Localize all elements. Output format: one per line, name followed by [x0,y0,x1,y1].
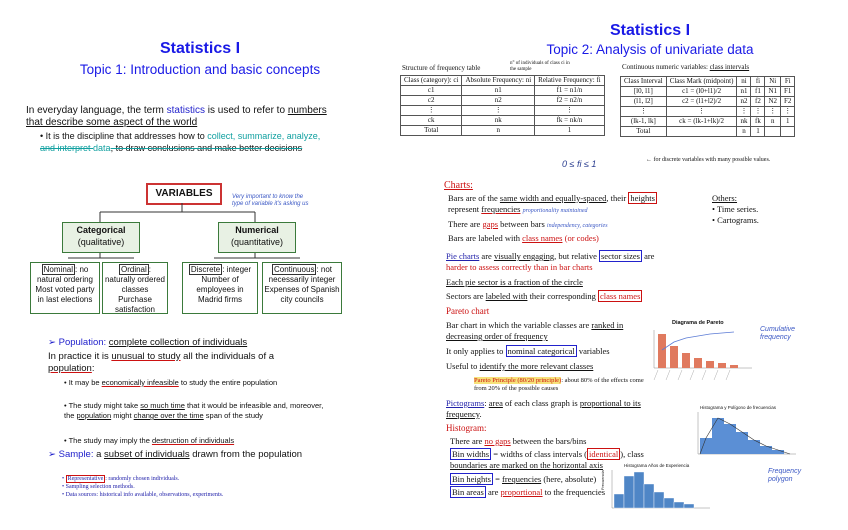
hist-bar [684,504,694,508]
table-cell: ⋮ [781,107,795,117]
pie-fraction: Each pie sector is a fraction of the circle [446,277,583,287]
table-cell: c2 = (l1+l2)/2 [666,97,737,107]
cont-header: Fi [781,77,795,87]
bullet-economic: • It may be economically infeasible to study the entire population [64,378,278,387]
class-interval-table [620,76,795,137]
table-cell: ⋮ [737,107,751,117]
table-cell: [l0, l1] [621,87,667,97]
others-block: Others: • Time series. • Cartograms. [712,193,759,225]
pareto-bar [706,361,714,368]
table-cell: N1 [765,87,781,97]
freq-header: Relative Frequency: fi [535,76,605,86]
table-cell: f2 = n2/n [535,96,605,106]
left-subtitle: Topic 1: Introduction and basic concepts [79,62,321,77]
population-line: ➢ Population: complete collection of individuals [48,337,248,348]
table-cell: f1 = n1/n [535,86,605,96]
table-cell: ⋮ [751,107,765,117]
table-cell: ⋮ [666,107,737,117]
hist-bar [654,492,664,508]
continuous-box: Continuous : not necessarily integer Expenses of Spanish city councils [262,262,342,314]
table-cell: ⋮ [621,107,667,117]
numerical-box: Numerical (quantitative) [218,222,296,253]
hist-bar [712,418,724,454]
hist-chart2-ylabel: Frecuencia [600,470,605,490]
hist-bar [724,424,736,454]
left-title: Statistics I [159,40,241,57]
nominal-box: Nominal : no natural ordering Most voted party in last elections [30,262,100,314]
discipline-text: • It is the discipline that addresses how to collect, summarize, analyze, and interpret data, to draw conclusions and make better decisions [40,131,321,153]
bars-line2: There are gaps between bars independency, categories [448,219,608,229]
pareto-line2: It only applies to nominal categorical variables [446,346,610,356]
pareto-chart [640,326,760,386]
histogram-experience-chart [606,468,716,516]
cont-header: Ni [765,77,781,87]
pareto-heading: Pareto chart [446,306,490,316]
hist-bar [644,484,654,508]
table-cell: c1 [401,86,462,96]
hist-chart2-title: Histograma Años de Experiencia [624,463,690,468]
table-cell: n2 [737,97,751,107]
table-cell [765,127,781,137]
table-cell: n [765,117,781,127]
hist-line2: Bin widths = widths of class intervals ( identical ), class boundaries are marked on the horizontal axis [450,449,644,470]
table-cell: nk [737,117,751,127]
table-cell: fk = nk/n [535,116,605,126]
table-cell: n2 [462,96,535,106]
pareto-bar [718,363,726,368]
table-cell: F2 [781,97,795,107]
hist-bar [736,432,748,454]
charts-heading: Charts: [444,180,473,191]
table-cell: n1 [462,86,535,96]
right-subtitle: Topic 2: Analysis of univariate data [546,42,754,57]
population-block [48,337,348,375]
bullet-destruction: • The study may imply the destruction of individuals [64,436,235,445]
hist-handnote: Frequency polygon [768,468,802,483]
table-cell: n [737,127,751,137]
bars-line3: Bars are labeled with class names (or codes) [448,233,599,243]
table-cell: Total [621,127,667,137]
ordinal-box: Ordinal : naturally ordered classes Purchase satisfaction [102,262,168,314]
table-cell: 1 [535,126,605,136]
structure-note: n° of individuals of class ci in the sample [510,61,570,72]
histogram-polygon-chart [692,410,802,460]
hist-bar [674,502,684,508]
hist-bar [664,498,674,508]
freq-header: Class (category): ci [401,76,462,86]
pie-sectors: Sectors are labeled with their corresponding class names [446,291,641,301]
pareto-bar [682,353,690,368]
cont-header: ni [737,77,751,87]
pareto-bar [658,334,666,368]
table-cell [666,127,737,137]
variables-note: Very important to know the type of variable it's asking us [232,194,309,207]
table-cell: ⋮ [462,106,535,116]
hist-chart1-title: Histograma y Polígono de frecuencias [700,405,777,410]
table-cell: ck = (lk-1+lk)/2 [666,117,737,127]
cont-header: Class Interval [621,77,667,87]
table-cell: f1 [751,87,765,97]
hist-bar [624,476,634,508]
hist-line3: Bin heights = frequencies (here, absolute) [452,474,597,484]
table-cell: F1 [781,87,795,97]
table-cell: ⋮ [401,106,462,116]
pareto-bar [694,358,702,368]
discrete-box: Discrete : integer Number of employees in Madrid firms [182,262,258,314]
categorical-box: Categorical (qualitative) [62,222,140,253]
hist-bar [772,450,784,454]
sample-bullets: • Representative : randomly chosen individuals. • Sampling selection methods. • Data sources: historical info available, observations, experiments. [62,476,224,498]
pie-line1: Pie charts are visually engaging, but relative sector sizes are harder to assess correctly than in bar charts [446,251,655,272]
handwritten-range: 0 ≤ fi ≤ 1 [562,159,597,169]
table-cell: nk [462,116,535,126]
cont-header: fi [751,77,765,87]
variables-tree-lines [0,0,400,290]
hist-bar [614,494,624,508]
pareto-principle: Pareto Principle (80/20 principle): about 80% of the effects come from 20% of the possible causes [474,377,644,392]
table-cell: n [462,126,535,136]
table-cell: N2 [765,97,781,107]
hist-line1: There are no gaps between the bars/bins [450,436,587,446]
table-cell: (l1, l2] [621,97,667,107]
variables-box: VARIABLES [146,183,222,205]
table-cell: c1 = (l0+l1)/2 [666,87,737,97]
cont-header: Class Mark (midpoint) [666,77,737,87]
hist-bar [700,438,712,454]
hist-bar [634,472,644,508]
continuous-title: Continuous numeric variables: class intervals [622,63,750,71]
discrete-note: ← for discrete variables with many possible values. [646,157,771,163]
hist-line4: Bin areas are proportional to the frequencies [452,487,606,497]
practice-line: In practice it is unusual to study all the individuals of a population: [48,351,275,374]
table-cell: (lk-1, lk] [621,117,667,127]
pareto-chart-title: Diagrama de Pareto [672,320,724,326]
table-cell: 1 [781,117,795,127]
intro-text: In everyday language, the term statistics is used to refer to numbers that describe some aspect of the world [26,105,327,128]
sample-line: ➢ Sample: a subset of individuals drawn from the population [48,449,303,460]
pareto-bar [730,365,738,368]
table-cell: fk [751,117,765,127]
table-cell: c2 [401,96,462,106]
pareto-line1: Bar chart in which the variable classes are ranked in decreasing order of frequency [446,320,624,341]
bars-line1: Bars are of the same width and equally-spaced, their heights represent frequencies proportionality maintained [448,193,655,214]
pareto-handnote: Cumulative frequency [760,326,796,341]
table-cell [781,127,795,137]
table-cell: Total [401,126,462,136]
table-cell: 1 [751,127,765,137]
table-cell: n1 [737,87,751,97]
right-title: Statistics I [609,22,691,39]
table-cell: ⋮ [765,107,781,117]
pictograms-line: Pictograms: area of each class graph is proportional to its frequency. [446,398,641,419]
freq-header: Absolute Frequency: ni [462,76,535,86]
pareto-bar [670,346,678,368]
table-cell: ck [401,116,462,126]
structure-title: Structure of frequency table [402,64,481,72]
bullet-time: • The study might take so much time that it would be infeasible and, moreover, the population might change over the time span of the study [64,401,324,420]
table-cell: f2 [751,97,765,107]
histogram-heading: Histogram: [446,423,487,433]
table-cell: ⋮ [535,106,605,116]
pareto-line3: Useful to identify the more relevant classes [446,361,594,371]
frequency-table [400,75,605,136]
